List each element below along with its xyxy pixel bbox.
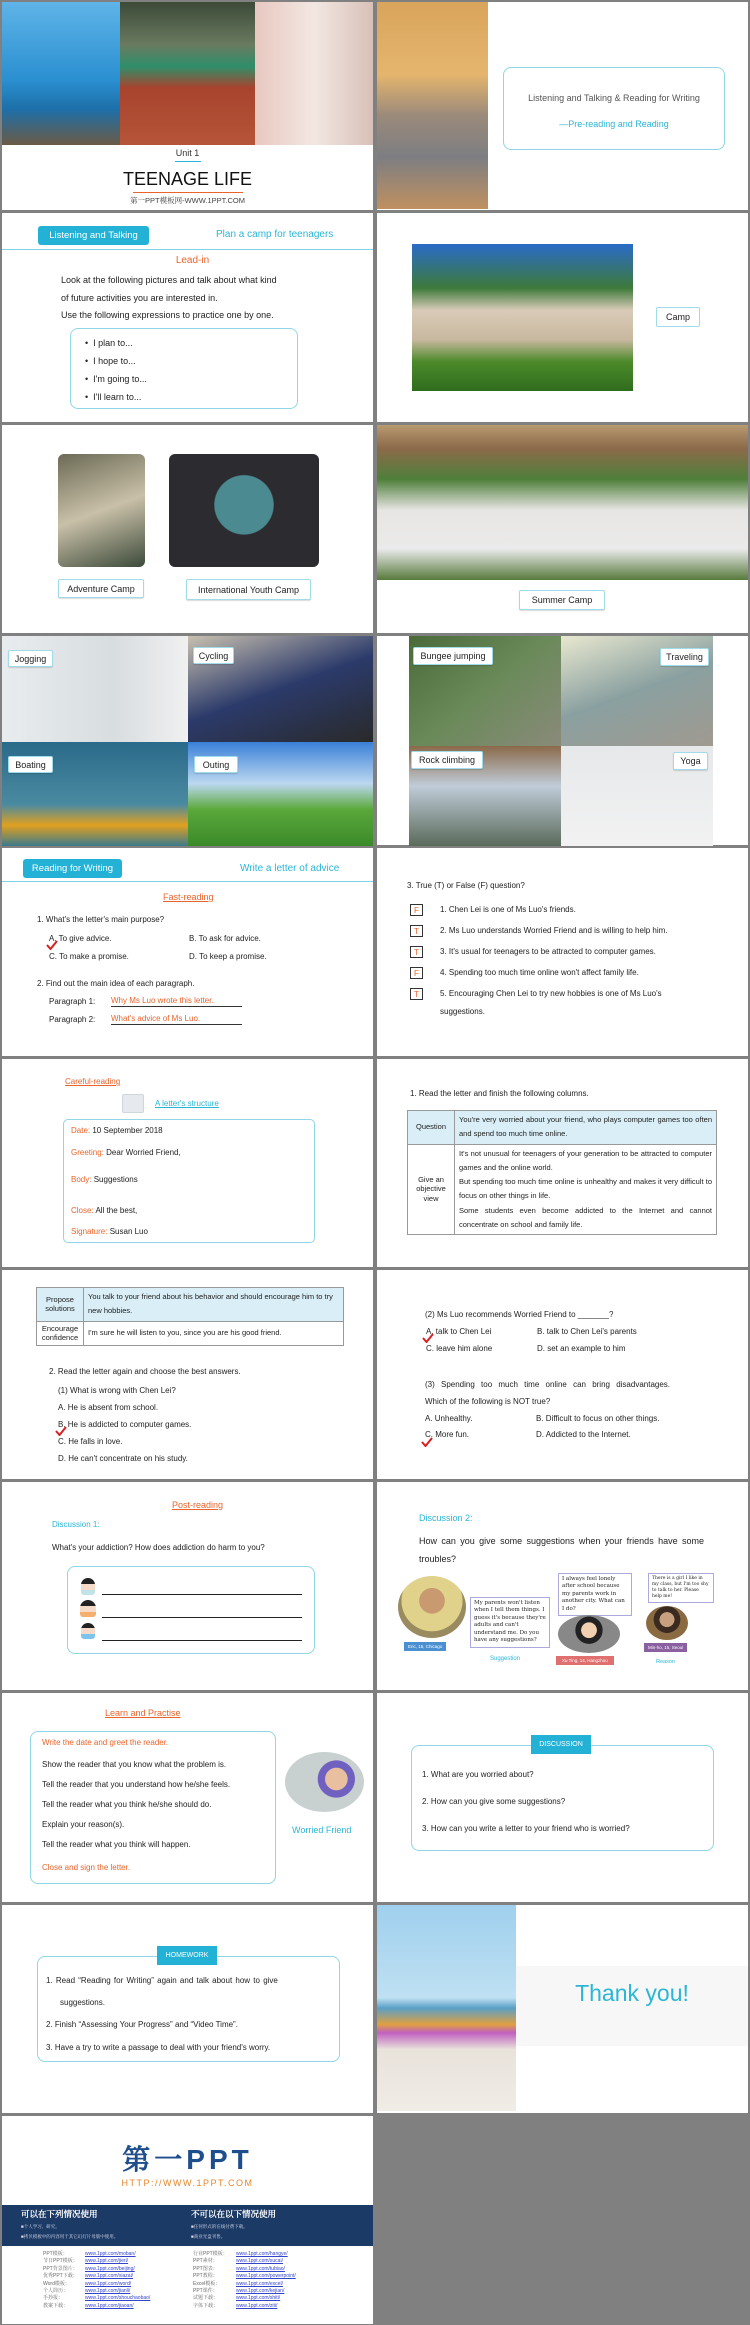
speech-bubble: My parents won't listen when I tell them things. I guess it's because they're adults and can't understand me. Do you have any suggestions? (470, 1597, 550, 1648)
resource-link-row: 优秀PPT下载： www.1ppt.com/xiazai/ (43, 2273, 134, 2280)
statement: 2. Ms Luo understands Worried Friend and is willing to help him. (440, 926, 668, 935)
speech-bubble: I always feel lonely after school because my parents work in another city. What can I do? (558, 1573, 632, 1616)
option: C. He falls in love. (58, 1437, 123, 1446)
step: Show the reader that you know what the problem is. (42, 1760, 227, 1769)
lesson-subtitle: —Pre-reading and Reading (559, 119, 669, 129)
step: Tell the reader what you think will happen. (42, 1840, 191, 1849)
question: (3) Spending too much time online can bring disadvantages. (425, 1380, 671, 1389)
resource-link[interactable]: www.1ppt.com/sucai/ (236, 2258, 283, 2265)
homework-item: 2. Finish “Assessing Your Progress” and “Video Time”. (46, 2020, 238, 2029)
title-box (503, 67, 725, 150)
resource-link[interactable]: www.1ppt.com/tubiao/ (236, 2265, 285, 2272)
resource-link[interactable]: www.1ppt.com/jiaoan/ (85, 2302, 134, 2309)
resource-link[interactable]: www.1ppt.com/excel/ (236, 2280, 283, 2287)
divider (2, 881, 373, 882)
option: B. He is addicted to computer games. (58, 1420, 192, 1429)
section-heading: Post-reading (172, 1500, 224, 1510)
check-mark-icon (421, 1437, 433, 1447)
resource-link-row: PPT教程： www.1ppt.com/powerpoint/ (193, 2273, 296, 2280)
answer-box: F (410, 967, 423, 979)
resource-link[interactable]: www.1ppt.com/jianli/ (85, 2288, 131, 2294)
option: D. set an example to him (537, 1344, 626, 1353)
homework-item: 3. Have a try to write a passage to deal with your friend's worry. (46, 2043, 271, 2052)
option: D. He can't concentrate on his study. (58, 1454, 188, 1463)
table-cell: You're very worried about your friend, who plays computer games too often and spend too much time online. (455, 1111, 717, 1145)
resource-link-row: 试题下载： www.1ppt.com/shiti/ (193, 2295, 281, 2302)
resource-link[interactable]: www.1ppt.com/shouchaobao/ (85, 2295, 151, 2302)
topic-title: Plan a camp for teenagers (216, 229, 334, 240)
activity-label: Traveling (660, 648, 709, 666)
step-first: Write the date and greet the reader. (42, 1738, 169, 1747)
photo-international-youth-camp (169, 454, 319, 567)
photo-adventure-camp (58, 454, 145, 567)
activity-label: Rock climbing (411, 751, 483, 769)
expression-item: • I'm going to... (85, 374, 147, 384)
activity-label: Cycling (193, 647, 234, 664)
section-tab: Listening and Talking (38, 226, 149, 245)
resource-link[interactable]: www.1ppt.com/moban/ (85, 2251, 136, 2257)
letter-columns-table: Propose solutions You talk to your friend about his behavior and should encourage him to try new hobbies. Encourage confidence I'm sure he will listen to you, since you are his good friend. (36, 1287, 344, 1346)
worried-friend-image (285, 1752, 364, 1812)
resource-link[interactable]: www.1ppt.com/kejian/ (236, 2288, 285, 2294)
discussion-item: 2. How can you give some suggestions? (422, 1797, 566, 1806)
name-tag: Eric, 15, Chicago (404, 1642, 446, 1651)
instruction-line: Use the following expressions to practice one by one. (61, 310, 274, 320)
resource-link-row: Word模板： www.1ppt.com/word/ (43, 2280, 132, 2287)
statement-continuation: suggestions. (440, 1007, 485, 1016)
brand-url: HTTP://WWW.1PPT.COM (121, 2178, 254, 2188)
question: Which of the following is NOT true? (425, 1397, 551, 1406)
step-last: Close and sign the letter. (42, 1863, 131, 1872)
camp-label: International Youth Camp (186, 579, 311, 600)
lesson-title: Listening and Talking & Reading for Writing (528, 93, 700, 103)
student-avatar-icon (80, 1600, 96, 1617)
option: A. Unhealthy. (425, 1414, 473, 1423)
homework-item: suggestions. (60, 1998, 105, 2007)
resource-link-row: PPT模板： www.1ppt.com/moban/ (43, 2251, 136, 2257)
thank-you-text: Thank you! (575, 1980, 689, 2006)
divider (133, 192, 243, 193)
option: C. leave him alone (426, 1344, 493, 1353)
resource-link[interactable]: www.1ppt.com/beijing/ (85, 2265, 135, 2272)
paragraph-label: Paragraph 1: (49, 997, 96, 1006)
photo-summer-camp (377, 425, 748, 580)
speech-bubble: There is a girl I like in my class, but I'm too shy to talk to her. Please help me! (648, 1573, 714, 1603)
usage-allowed-item: ■个人学习、研究。 (21, 2224, 60, 2229)
resource-link[interactable]: www.1ppt.com/word/ (85, 2280, 132, 2287)
divider (2, 249, 373, 250)
question: (1) What is wrong with Chen Lei? (58, 1386, 176, 1395)
resource-link-row: PPT背景图片： www.1ppt.com/beijing/ (43, 2265, 135, 2272)
photo-eric (398, 1576, 466, 1638)
presentation-title: TEENAGE LIFE (122, 169, 253, 189)
resource-link-row: 个人简历： www.1ppt.com/jianli/ (43, 2288, 131, 2294)
answer-box: F (410, 904, 423, 916)
photo-beach-friends (377, 1905, 516, 2111)
photo-breakdance (255, 2, 373, 145)
resource-link-row: 行业PPT模板： www.1ppt.com/hangye/ (193, 2251, 288, 2257)
unit-label: Unit 1 (175, 148, 200, 158)
usage-forbidden-item: ■商业光盘刊售。 (191, 2234, 226, 2239)
answer-line (102, 1617, 302, 1618)
question: 2. Find out the main idea of each paragraph. (37, 979, 195, 988)
option: C. To make a promise. (49, 952, 129, 961)
section-heading: Learn and Practise (105, 1708, 181, 1718)
image-caption: Worried Friend (292, 1825, 352, 1835)
usage-allowed-title: 可以在下列情况使用 (21, 2209, 98, 2219)
photo-xu-ting (558, 1615, 620, 1653)
section-tab: Reading for Writing (23, 859, 122, 878)
expression-item: • I hope to... (85, 356, 136, 366)
statement: 1. Chen Lei is one of Ms Luo's friends. (440, 905, 576, 914)
name-tag: Xu Ting, 14, Hangzhou (556, 1656, 614, 1665)
instruction-line: of future activities you are interested in. (61, 293, 218, 303)
option: A. talk to Chen Lei (426, 1327, 492, 1336)
structure-row: Greeting: Dear Worried Friend, (71, 1148, 181, 1157)
answer-box: T (410, 988, 423, 1000)
step: Tell the reader what you think he/she should do. (42, 1800, 212, 1809)
student-avatar-icon (81, 1623, 95, 1639)
structure-row: Body: Suggestions (71, 1175, 138, 1184)
step: Explain your reason(s). (42, 1820, 125, 1829)
usage-allowed-item: ■拷贝模板中的内容用于其它幻灯片母版中使用。 (21, 2234, 119, 2239)
step: Tell the reader that you understand how he/she feels. (42, 1780, 231, 1789)
resource-link[interactable]: www.1ppt.com/ziti/ (236, 2302, 278, 2309)
structure-row: Close: All the best, (71, 1206, 138, 1215)
photo-tent (412, 244, 633, 391)
resource-link-row: PPT课件： www.1ppt.com/kejian/ (193, 2288, 285, 2294)
envelope-icon (122, 1094, 144, 1113)
question: (2) Ms Luo recommends Worried Friend to _______? (425, 1310, 614, 1319)
divider (175, 161, 201, 162)
slide (377, 1270, 748, 1479)
statement: 5. Encouraging Chen Lei to try new hobbies is one of Ms Luo's (440, 989, 662, 998)
usage-forbidden-item: ■任何形式的在线付费下载。 (191, 2224, 248, 2229)
check-mark-icon (55, 1426, 67, 1436)
activity-label: Bungee jumping (413, 647, 493, 665)
option: C. More fun. (425, 1430, 470, 1439)
statement: 3. It's usual for teenagers to be attracted to computer games. (440, 947, 656, 956)
check-mark-icon (422, 1333, 434, 1343)
paragraph-label: Paragraph 2: (49, 1015, 96, 1024)
instruction: 1. Read the letter and finish the following columns. (410, 1089, 589, 1098)
letter-columns-table: Question You're very worried about your friend, who plays computer games too often and spend too much time online. Give an objective view It's not unusual for teenagers of your generation to be attracted to computer games and the online world. But spending too much time online is unhealthy and makes it very difficult to focus on other things in life. Some students even become addicted to the Internet and cannot concentrate on school and family life. (407, 1110, 717, 1235)
resource-link[interactable]: www.1ppt.com/hangye/ (236, 2251, 288, 2257)
option: B. Difficult to focus on other things. (536, 1414, 660, 1423)
instruction-line: Look at the following pictures and talk about what kind (61, 275, 277, 285)
activity-label: Outing (194, 756, 238, 773)
question: What's your addiction? How does addiction do harm to you? (52, 1543, 265, 1552)
activity-label: Jogging (8, 650, 53, 667)
question: 2. Read the letter again and choose the best answers. (49, 1367, 241, 1376)
option: A. He is absent from school. (58, 1403, 159, 1412)
section-heading: Fast-reading (163, 892, 214, 902)
table-cell: You talk to your friend about his behavior and should encourage him to try new hobbies. (84, 1288, 344, 1322)
resource-link-row: Excel模板： www.1ppt.com/excel/ (193, 2280, 283, 2287)
brand-logo: 第一PPT (122, 2144, 253, 2175)
resource-link[interactable]: www.1ppt.com/jieri/ (85, 2258, 129, 2265)
option: B. talk to Chen Lei's parents (537, 1327, 637, 1336)
paragraph-answer: Why Ms Luo wrote this letter. (111, 996, 242, 1007)
resource-link-row: PPT图表： www.1ppt.com/tubiao/ (193, 2265, 285, 2272)
question: 3. True (T) or False (F) question? (407, 881, 525, 890)
table-cell: I'm sure he will listen to you, since you are his good friend. (84, 1321, 344, 1346)
activity-label: Yoga (673, 752, 708, 770)
option: D. Addicted to the Internet. (536, 1430, 631, 1439)
site-credit: 第一PPT模板网-WWW.1PPT.COM (130, 196, 245, 205)
section-subheading: A letter's structure (155, 1099, 219, 1108)
option: B. To ask for advice. (189, 934, 261, 943)
discussion-label: Discussion 2: (419, 1513, 473, 1523)
camp-label: Camp (656, 307, 700, 327)
structure-row: Signature: Susan Luo (71, 1227, 148, 1236)
answer-box: T (410, 946, 423, 958)
discussion-item: 3. How can you write a letter to your friend who is worried? (422, 1824, 630, 1833)
option: D. To keep a promise. (189, 952, 267, 961)
camp-label: Summer Camp (519, 590, 605, 610)
discussion-badge: DISCUSSION (531, 1735, 591, 1754)
student-avatar-icon (81, 1578, 95, 1595)
resource-link-row: 节日PPT模板： www.1ppt.com/jieri/ (43, 2258, 129, 2265)
answer-box: T (410, 925, 423, 937)
photo-basketball (120, 2, 255, 145)
answer-line (102, 1640, 302, 1641)
name-tag: Min-ho, 15, Seoul (644, 1643, 687, 1652)
question: How can you give some suggestions when your friends have some troubles? (419, 1536, 704, 1564)
expression-item: • I'll learn to... (85, 392, 142, 402)
resource-link-row: 教案下载： www.1ppt.com/jiaoan/ (43, 2302, 134, 2309)
resource-link-row: PPT素材： www.1ppt.com/sucai/ (193, 2258, 283, 2265)
resource-link[interactable]: www.1ppt.com/powerpoint/ (236, 2273, 296, 2280)
check-mark-icon (46, 940, 58, 950)
table-cell: It's not unusual for teenagers of your generation to be attracted to computer games and the online world. But spending too much time online is unhealthy and makes it very difficult to focus on other things in life. Some students even become addicted to the Internet and cannot concentrate on school and family life. (455, 1144, 717, 1235)
option: A. To give advice. (49, 934, 112, 943)
resource-link-row: 字体下载： www.1ppt.com/ziti/ (193, 2302, 278, 2309)
camp-label: Adventure Camp (58, 579, 144, 598)
expression-item: • I plan to... (85, 338, 133, 348)
activity-label: Boating (8, 756, 53, 773)
reason-label: Reason (656, 1659, 675, 1665)
question: 1. What's the letter's main purpose? (37, 915, 165, 924)
discussion-item: 1. What are you worried about? (422, 1770, 534, 1779)
paragraph-answer: What's advice of Ms Luo. (111, 1014, 242, 1025)
answer-line (102, 1594, 302, 1595)
resource-link-row: 手抄报： www.1ppt.com/shouchaobao/ (43, 2295, 151, 2302)
section-heading: Lead-in (175, 255, 210, 266)
photo-cliff-jump (2, 2, 120, 145)
suggestion-label: Suggestion (490, 1656, 521, 1662)
photo-skateboarder (377, 2, 488, 209)
resource-link[interactable]: www.1ppt.com/xiazai/ (85, 2273, 134, 2280)
homework-item: 1. Read “Reading for Writing” again and talk about how to give (46, 1976, 278, 1985)
section-heading: Careful-reading (65, 1077, 121, 1086)
topic-title: Write a letter of advice (240, 863, 340, 874)
homework-badge: HOMEWORK (157, 1946, 217, 1965)
photo-min-ho (646, 1606, 688, 1640)
resource-link[interactable]: www.1ppt.com/shiti/ (236, 2295, 281, 2302)
structure-row: Date: 10 September 2018 (71, 1126, 163, 1135)
usage-forbidden-title: 不可以在以下情况使用 (191, 2209, 277, 2219)
statement: 4. Spending too much time online won't affect family life. (440, 968, 639, 977)
discussion-label: Discussion 1: (52, 1520, 100, 1529)
